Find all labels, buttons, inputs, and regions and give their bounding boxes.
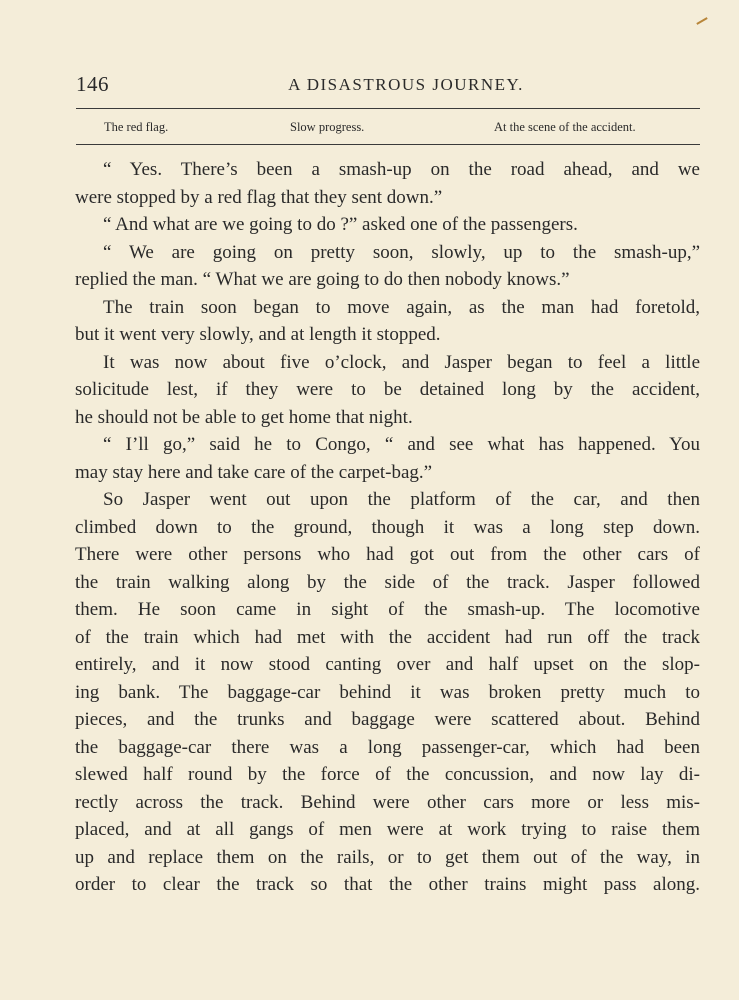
text-line: solicitude lest, if they were to be detained long by the accident, xyxy=(75,379,700,400)
text-line: placed, and at all gangs of men were at work trying to raise them xyxy=(75,819,700,840)
page-number: 146 xyxy=(76,72,109,96)
text-line: “ We are going on pretty soon, slowly, up to the smash-up,” xyxy=(103,241,700,263)
header-rule-bottom xyxy=(76,144,700,145)
text-line: climbed down to the ground, though it was a long step down. xyxy=(75,516,700,538)
text-line: pieces, and the trunks and baggage were scattered about. Behind xyxy=(75,709,700,730)
corner-mark xyxy=(696,17,707,25)
text-line: of the train which had met with the accident had run off the track xyxy=(75,626,700,648)
text-line: were stopped by a red flag that they sent down.” xyxy=(75,186,443,208)
text-line: ing bank. The baggage-car behind it was broken pretty much to xyxy=(75,681,700,703)
text-line: may stay here and take care of the carpet-bag.” xyxy=(75,461,433,483)
text-line: the train walking along by the side of the track. Jasper followed xyxy=(75,571,700,593)
subhead-scene-of-accident: At the scene of the accident. xyxy=(494,120,636,134)
text-line: So Jasper went out upon the platform of the car, and then xyxy=(103,489,700,510)
text-line: “ And what are we going to do ?” asked one of the passengers. xyxy=(103,214,578,235)
text-line: There were other persons who had got out from the other cars of xyxy=(75,544,700,565)
header-rule-top xyxy=(76,108,700,109)
text-line: the baggage-car there was a long passenger-car, which had been xyxy=(75,736,700,758)
text-line: The train soon began to move again, as the man had foretold, xyxy=(103,296,700,318)
text-line: he should not be able to get home that night. xyxy=(75,406,413,428)
text-line: order to clear the track so that the other trains might pass along. xyxy=(75,874,700,895)
text-line: It was now about five o’clock, and Jasper began to feel a little xyxy=(103,351,700,373)
text-line: rectly across the track. Behind were other cars more or less mis- xyxy=(75,791,700,813)
text-line: “ Yes. There’s been a smash-up on the road ahead, and we xyxy=(103,159,700,180)
text-line: but it went very slowly, and at length it stopped. xyxy=(75,324,441,345)
text-line: up and replace them on the rails, or to get them out of the way, in xyxy=(75,846,700,868)
subhead-slow-progress: Slow progress. xyxy=(290,120,365,134)
marginal-subheads xyxy=(104,120,700,138)
running-title: A DISASTROUS JOURNEY. xyxy=(288,75,524,94)
body-text xyxy=(75,156,700,899)
text-line: them. He soon came in sight of the smash-up. The locomotive xyxy=(75,599,700,620)
page-header xyxy=(76,72,700,100)
text-line: entirely, and it now stood canting over and half upset on the slop- xyxy=(75,654,700,675)
text-line: replied the man. “ What we are going to do then nobody knows.” xyxy=(75,269,570,290)
subhead-red-flag: The red flag. xyxy=(104,120,169,134)
text-line: “ I’ll go,” said he to Congo, “ and see what has happened. You xyxy=(103,434,700,455)
text-line: slewed half round by the force of the concussion, and now lay di- xyxy=(75,764,700,785)
